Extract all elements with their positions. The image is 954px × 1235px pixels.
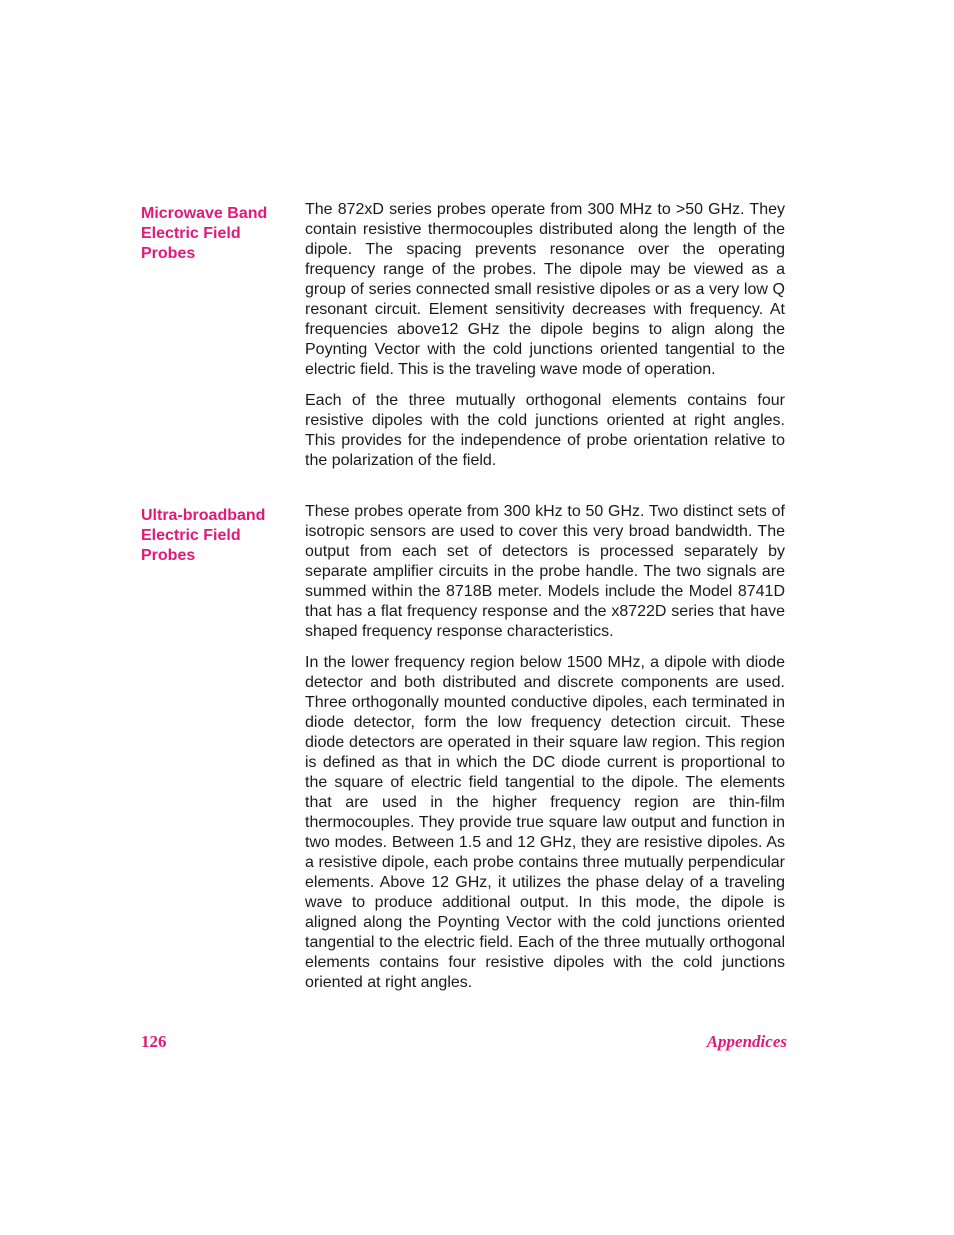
running-title: Appendices <box>706 1032 787 1051</box>
section-body <box>305 200 785 482</box>
body-paragraph: In the lower frequency region below 1500 MHz, a dipole with diode detector and both distributed and discrete components are used. Three orthogonally mounted conductive dipoles, each terminated in diode detector, form the low frequency detection circuit. These diode detectors are operated in their square law region. This region is defined as that in which the DC diode current is proportional to the square of electric field tangential to the dipole. The elements that are used in the higher frequency region are thin-film thermocouples. They provide true square law output and function in two modes. Between 1.5 and 12 GHz, they are resistive dipoles. As a resistive dipole, each probe contains three mutually perpendicular elements. Above 12 GHz, it utilizes the phase delay of a traveling wave to produce additional output. In this mode, the dipole is aligned along the Poynting Vector with the cold junctions oriented tangential to the electric field. Each of the three mutually orthogonal elements contains four resistive dipoles with the cold junctions oriented at right angles. <box>305 654 785 991</box>
page-number: 126 <box>141 1032 167 1051</box>
section-body <box>305 502 785 1004</box>
section-heading: Microwave Band Electric Field Probes <box>141 205 268 262</box>
section-heading: Ultra-broadband Electric Field Probes <box>141 507 266 564</box>
body-paragraph: These probes operate from 300 kHz to 50 GHz. Two distinct sets of isotropic sensors are used to cover this very broad bandwidth. The output from each set of detectors is processed separately by separate amplifier circuits in the probe handle. The two signals are summed within the 8718B meter. Models include the Model 8741D that has a flat frequency response and the x8722D series that have shaped frequency response characteristics. <box>305 503 785 640</box>
body-paragraph: Each of the three mutually orthogonal elements contains four resistive dipoles with the cold junctions oriented at right angles. This provides for the independence of probe orientation relative to the polarization of the field. <box>305 392 785 469</box>
body-paragraph: The 872xD series probes operate from 300 MHz to >50 GHz. They contain resistive thermocouples distributed along the length of the dipole. The spacing prevents resonance over the operating frequency range of the probes. The dipole may be viewed as a group of series connected small resistive dipoles or as a very low Q resonant circuit. Element sensitivity decreases with frequency. At frequencies above12 GHz the dipole begins to align along the Poynting Vector with the cold junctions oriented tangential to the electric field. This is the traveling wave mode of operation. <box>305 201 785 378</box>
page-footer <box>141 1032 787 1054</box>
